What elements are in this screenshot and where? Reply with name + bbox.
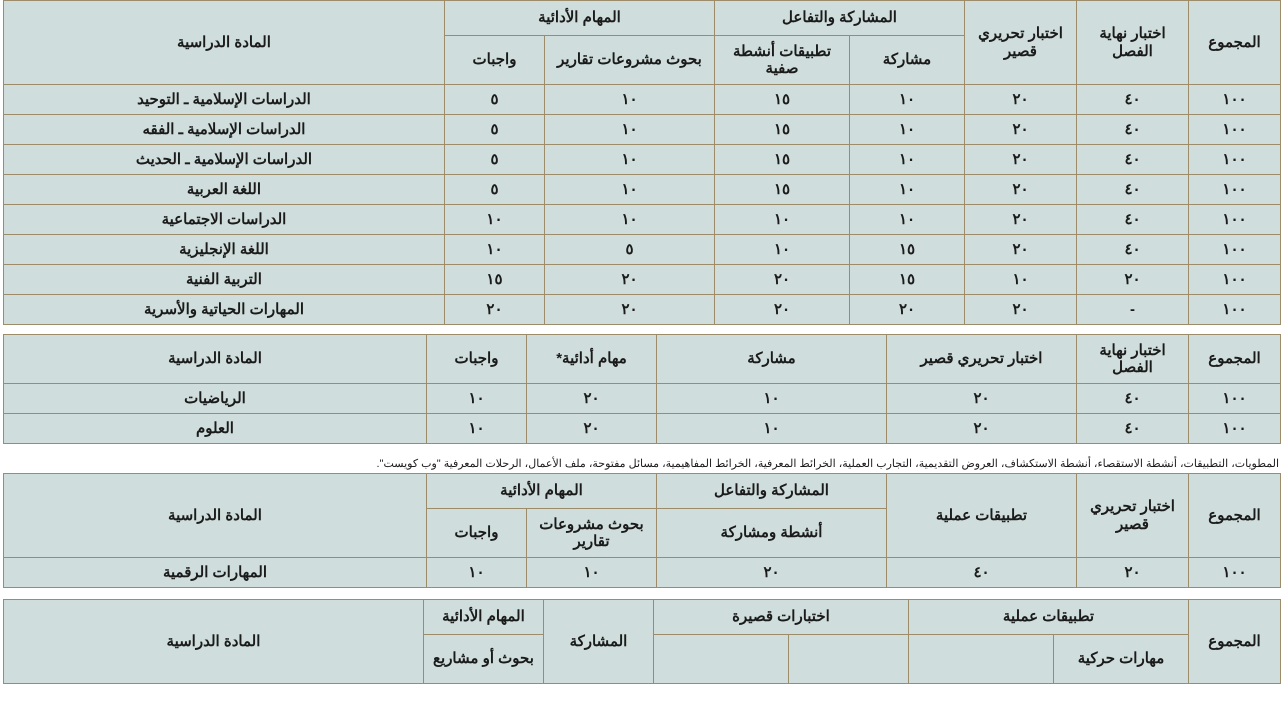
- cell-participation: ١٠: [850, 205, 965, 235]
- cell-short: ٢٠: [965, 235, 1077, 265]
- header-total: المجموع: [1189, 335, 1281, 384]
- header-research-projects: بحوث مشروعات تقارير: [545, 36, 715, 85]
- header-subject: المادة الدراسية: [3, 1, 444, 85]
- cell-performance: ٢٠: [527, 384, 657, 414]
- cell-participation: ١٠: [657, 384, 887, 414]
- header-total: المجموع: [1189, 474, 1281, 558]
- grades-table-3: [3, 473, 1281, 588]
- table-row: [3, 558, 1280, 588]
- table-block-1: [0, 0, 1285, 325]
- grades-table-1: [3, 0, 1281, 325]
- cell-homework: ١٠: [426, 558, 526, 588]
- cell-total: ١٠٠: [1189, 558, 1281, 588]
- cell-research: ٢٠: [545, 295, 715, 325]
- cell-participation: ١٠: [657, 414, 887, 444]
- cell-participation: ١٠: [850, 85, 965, 115]
- header-short-written: اختبار تحريري قصير: [887, 335, 1077, 384]
- cell-activities: ١٥: [715, 115, 850, 145]
- table-header-row-top: [3, 600, 1280, 635]
- cell-total: ١٠٠: [1189, 205, 1281, 235]
- header-subject: المادة الدراسية: [3, 600, 423, 684]
- cell-total: ١٠٠: [1189, 295, 1281, 325]
- cell-homework: ٥: [444, 85, 544, 115]
- header-activities-participation: أنشطة ومشاركة: [657, 509, 887, 558]
- cell-participation: ١٥: [850, 235, 965, 265]
- cell-subject: العلوم: [4, 414, 427, 444]
- cell-research: ١٠: [527, 558, 657, 588]
- cell-homework: ١٠: [427, 414, 527, 444]
- cell-subject: اللغة الإنجليزية: [3, 235, 444, 265]
- header-practical-apps-sub2: [908, 635, 1053, 684]
- header-short-exam-sub2: [653, 635, 788, 684]
- table-row: [3, 295, 1280, 325]
- header-short-written: اختبار تحريري قصير: [965, 1, 1077, 85]
- table-block-2: [0, 334, 1285, 444]
- header-participation: مشاركة: [657, 335, 887, 384]
- cell-research: ١٠: [545, 85, 715, 115]
- header-short-exams: اختبارات قصيرة: [653, 600, 908, 635]
- table-block-4: [0, 599, 1285, 684]
- cell-total: ١٠٠: [1189, 414, 1281, 444]
- cell-research: ١٠: [545, 115, 715, 145]
- header-research-projects: بحوث مشروعات تقارير: [527, 509, 657, 558]
- cell-participation: ١٥: [850, 265, 965, 295]
- cell-total: ١٠٠: [1189, 265, 1281, 295]
- header-homework: واجبات: [427, 335, 527, 384]
- cell-subject: الدراسات الاجتماعية: [3, 205, 444, 235]
- table-row: [4, 384, 1281, 414]
- cell-homework: ٢٠: [444, 295, 544, 325]
- header-research-projects: بحوث أو مشاريع: [423, 635, 543, 684]
- cell-final: ٤٠: [1077, 384, 1189, 414]
- cell-research: ٢٠: [545, 265, 715, 295]
- cell-short: ٢٠: [965, 295, 1077, 325]
- cell-activities: ٢٠: [657, 558, 887, 588]
- cell-final: ٤٠: [1077, 115, 1189, 145]
- header-skills-performance: مهارات حركية: [1054, 635, 1189, 684]
- cell-total: ١٠٠: [1189, 235, 1281, 265]
- cell-subject: التربية الفنية: [3, 265, 444, 295]
- header-performance-group: المهام الأدائية: [444, 1, 714, 36]
- cell-participation: ١٠: [850, 145, 965, 175]
- cell-final: ٤٠: [1077, 145, 1189, 175]
- table-row: [3, 85, 1280, 115]
- cell-short: ٢٠: [965, 85, 1077, 115]
- cell-activities: ١٥: [715, 85, 850, 115]
- header-class-activities: تطبيقات أنشطة صفية: [715, 36, 850, 85]
- cell-total: ١٠٠: [1189, 85, 1281, 115]
- cell-performance: ٢٠: [527, 414, 657, 444]
- cell-research: ١٠: [545, 205, 715, 235]
- grades-table-2: [3, 334, 1281, 444]
- cell-total: ١٠٠: [1189, 175, 1281, 205]
- header-participation: مشاركة: [850, 36, 965, 85]
- cell-subject: اللغة العربية: [3, 175, 444, 205]
- cell-final: ٤٠: [1077, 205, 1189, 235]
- header-final-exam: اختبار نهاية الفصل: [1077, 1, 1189, 85]
- header-short-written: اختبار تحريري قصير: [1077, 474, 1189, 558]
- table-row: [4, 414, 1281, 444]
- table-header-row-top: [3, 1, 1280, 36]
- cell-final: ٤٠: [1077, 175, 1189, 205]
- header-participation-group: المشاركة والتفاعل: [715, 1, 965, 36]
- cell-homework: ١٥: [444, 265, 544, 295]
- cell-homework: ٥: [444, 175, 544, 205]
- cell-final: ٤٠: [1077, 235, 1189, 265]
- table-row: [3, 265, 1280, 295]
- cell-subject: الدراسات الإسلامية ـ التوحيد: [3, 85, 444, 115]
- table-header-row: [4, 335, 1281, 384]
- cell-participation: ٢٠: [850, 295, 965, 325]
- header-practical-apps: تطبيقات عملية: [887, 474, 1077, 558]
- cell-research: ١٠: [545, 175, 715, 205]
- cell-subject: المهارات الحياتية والأسرية: [3, 295, 444, 325]
- cell-subject: الدراسات الإسلامية ـ الفقه: [3, 115, 444, 145]
- cell-short: ٢٠: [965, 115, 1077, 145]
- table-row: [3, 205, 1280, 235]
- cell-short: ٢٠: [965, 145, 1077, 175]
- cell-activities: ١٠: [715, 235, 850, 265]
- cell-subject: المهارات الرقمية: [3, 558, 426, 588]
- header-total: المجموع: [1189, 600, 1281, 684]
- cell-homework: ٥: [444, 145, 544, 175]
- table-block-3: [0, 473, 1285, 588]
- cell-short: ٢٠: [887, 414, 1077, 444]
- cell-homework: ١٠: [444, 235, 544, 265]
- header-homework: واجبات: [444, 36, 544, 85]
- cell-activities: ١٥: [715, 145, 850, 175]
- cell-final: ٢٠: [1077, 265, 1189, 295]
- header-subject: المادة الدراسية: [4, 335, 427, 384]
- cell-final: -: [1077, 295, 1189, 325]
- cell-total: ١٠٠: [1189, 115, 1281, 145]
- cell-subject: الدراسات الإسلامية ـ الحديث: [3, 145, 444, 175]
- cell-participation: ١٠: [850, 115, 965, 145]
- cell-final: ٤٠: [1077, 85, 1189, 115]
- cell-short: ٢٠: [1077, 558, 1189, 588]
- cell-research: ١٠: [545, 145, 715, 175]
- grades-table-4: [3, 599, 1281, 684]
- header-homework: واجبات: [426, 509, 526, 558]
- header-total: المجموع: [1189, 1, 1281, 85]
- cell-total: ١٠٠: [1189, 145, 1281, 175]
- cell-homework: ١٠: [427, 384, 527, 414]
- header-subject: المادة الدراسية: [3, 474, 426, 558]
- cell-activities: ٢٠: [715, 295, 850, 325]
- footnote-text: المطويات، التطبيقات، أنشطة الاستقصاء، أنشطة الاستكشاف، العروض التقديمية، التجارب العملية، الخرائط المعرفية، الخرائط المفاهيمية، مسائل مفتوحة، ملف الأعمال، الرحلات المعرفية "وب كويست".: [376, 458, 1279, 470]
- header-performance-group: المهام الأدائية: [423, 600, 543, 635]
- header-short-exam-sub1: [788, 635, 908, 684]
- cell-final: ٤٠: [1077, 414, 1189, 444]
- header-practical-apps: تطبيقات عملية: [908, 600, 1188, 635]
- cell-short: ٢٠: [965, 175, 1077, 205]
- cell-activities: ٢٠: [715, 265, 850, 295]
- cell-participation: ١٠: [850, 175, 965, 205]
- table-row: [3, 145, 1280, 175]
- header-final-exam: اختبار نهاية الفصل: [1077, 335, 1189, 384]
- cell-total: ١٠٠: [1189, 384, 1281, 414]
- cell-short: ٢٠: [965, 205, 1077, 235]
- cell-research: ٥: [545, 235, 715, 265]
- cell-short: ١٠: [965, 265, 1077, 295]
- table-row: [3, 175, 1280, 205]
- cell-subject: الرياضيات: [4, 384, 427, 414]
- cell-homework: ٥: [444, 115, 544, 145]
- cell-activities: ١٠: [715, 205, 850, 235]
- cell-short: ٢٠: [887, 384, 1077, 414]
- table-header-row-top: [3, 474, 1280, 509]
- header-performance-group: المهام الأدائية: [426, 474, 656, 509]
- header-participation: المشاركة: [543, 600, 653, 684]
- table-row: [3, 235, 1280, 265]
- cell-homework: ١٠: [444, 205, 544, 235]
- table-row: [3, 115, 1280, 145]
- header-performance-tasks: مهام أدائية*: [527, 335, 657, 384]
- cell-activities: ١٥: [715, 175, 850, 205]
- header-participation-group: المشاركة والتفاعل: [657, 474, 887, 509]
- cell-practical: ٤٠: [887, 558, 1077, 588]
